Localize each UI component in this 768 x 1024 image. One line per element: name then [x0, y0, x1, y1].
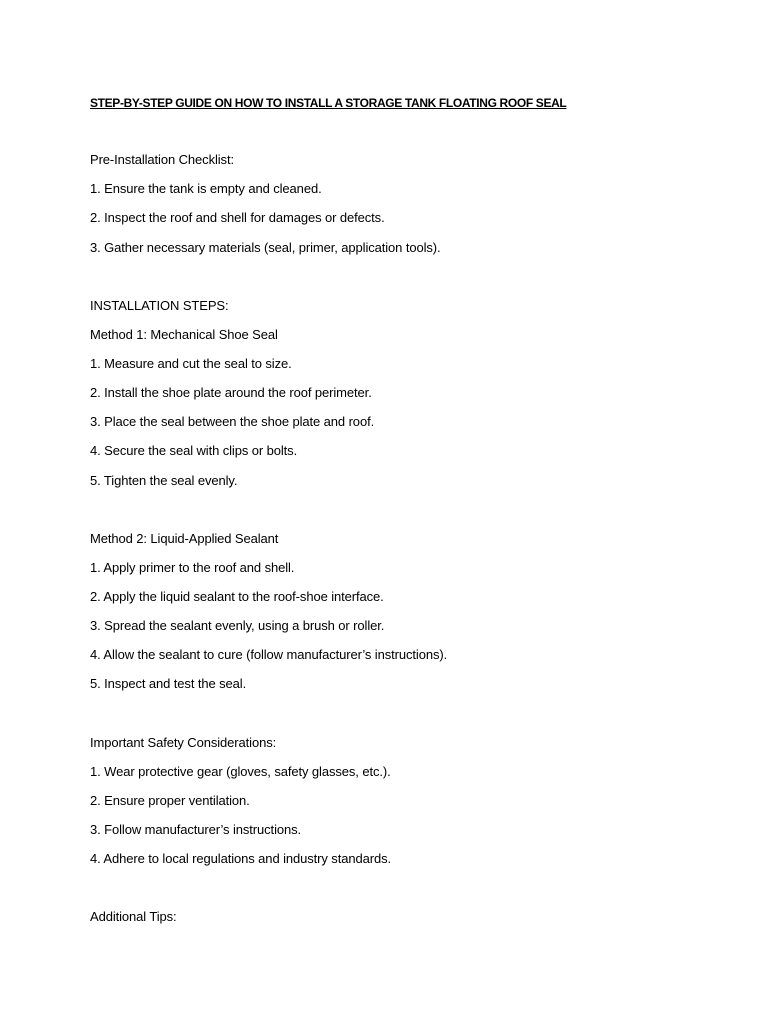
pre-installation-heading: Pre-Installation Checklist:: [90, 152, 234, 167]
pre-installation-item-3: 3. Gather necessary materials (seal, primer, application tools).: [90, 240, 441, 255]
method1-item-3: 3. Place the seal between the shoe plate and roof.: [90, 414, 375, 429]
tips-heading: Additional Tips:: [90, 909, 177, 924]
method2-item-1: 1. Apply primer to the roof and shell.: [90, 560, 295, 575]
safety-item-1: 1. Wear protective gear (gloves, safety glasses, etc.).: [90, 764, 391, 779]
safety-item-2: 2. Ensure proper ventilation.: [90, 793, 250, 808]
safety-heading: Important Safety Considerations:: [90, 735, 277, 750]
pre-installation-item-2: 2. Inspect the roof and shell for damages or defects.: [90, 210, 385, 225]
safety-item-4: 4. Adhere to local regulations and industry standards.: [90, 851, 392, 866]
method1-item-1: 1. Measure and cut the seal to size.: [90, 356, 292, 371]
method1-item-4: 4. Secure the seal with clips or bolts.: [90, 443, 298, 458]
method2-heading: Method 2: Liquid-Applied Sealant: [90, 531, 279, 546]
method2-item-5: 5. Inspect and test the seal.: [90, 676, 247, 691]
installation-heading: INSTALLATION STEPS:: [90, 298, 229, 313]
method2-item-2: 2. Apply the liquid sealant to the roof-shoe interface.: [90, 589, 384, 604]
method1-heading: Method 1: Mechanical Shoe Seal: [90, 327, 278, 342]
method2-item-3: 3. Spread the sealant evenly, using a brush or roller.: [90, 618, 385, 633]
method2-item-4: 4. Allow the sealant to cure (follow manufacturer’s instructions).: [90, 647, 448, 662]
document-title: STEP-BY-STEP GUIDE ON HOW TO INSTALL A STORAGE TANK FLOATING ROOF SEAL: [90, 96, 567, 110]
pre-installation-item-1: 1. Ensure the tank is empty and cleaned.: [90, 181, 322, 196]
method1-item-5: 5. Tighten the seal evenly.: [90, 473, 238, 488]
safety-item-3: 3. Follow manufacturer’s instructions.: [90, 822, 302, 837]
method1-item-2: 2. Install the shoe plate around the roof perimeter.: [90, 385, 372, 400]
